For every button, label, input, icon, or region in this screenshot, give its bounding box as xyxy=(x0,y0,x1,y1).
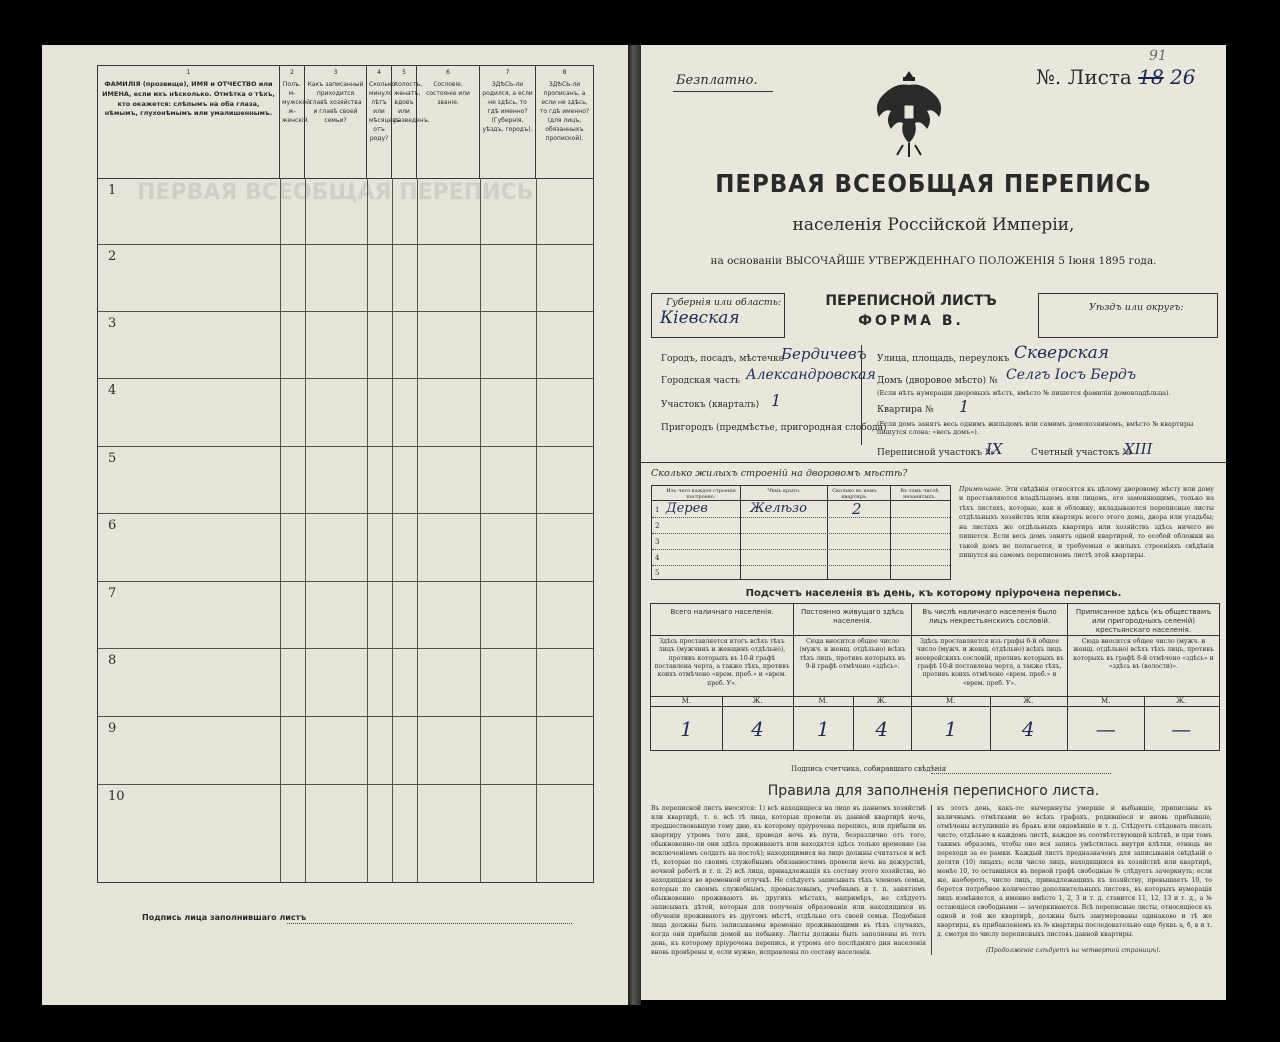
house-label: Домъ (дворовое мѣсто) № xyxy=(877,376,998,386)
signature-line xyxy=(287,923,572,924)
suburb-label: Пригородъ (предмѣстье, пригородная слобода) xyxy=(661,423,887,433)
page-subtitle: населенія Россійской Имперіи, xyxy=(792,215,1075,235)
count-group-non-peasant: Въ числѣ наличнаго населенія было лицъ некрестьянскихъ сословій. Здѣсь проставляется изъ графы 6-й общее число (мужч. и женщ. отдѣльно) всѣхъ лицъ нееврейскихъ сословій, противъ которыхъ въ графѣ 10-й поставлена черта, а также тѣхъ, противъ коихъ отмѣчено «врем. преб.» и «врем. преб. У». М. Ж. 1 4 xyxy=(912,604,1068,750)
precinct-value: 1 xyxy=(771,391,782,410)
sheet-number: №. Листа 18 26 xyxy=(1036,65,1196,89)
count-group-registered: Приписанное здѣсь (къ обществамъ или пригородныхъ селеній) крестьянскаго населенія. Сюда вносится общее число (мужч. и женщ. отдѣльно) всѣхъ тѣхъ лицъ, противъ которыхъ въ графѣ 8-й отмѣчено «здѣсь» и «здѣсь въ (волости)». М. Ж. — — xyxy=(1068,604,1219,750)
city-value: Бердичевъ xyxy=(781,345,867,363)
census-district-label: Переписной участокъ № xyxy=(877,448,994,458)
form-title: ПЕРЕПИСНОЙ ЛИСТЪ ФОРМА В. xyxy=(825,293,997,329)
sheet-pencil-number: 91 xyxy=(1149,48,1167,64)
address-divider xyxy=(861,345,862,445)
left-page xyxy=(42,45,628,1005)
house-value: Селгъ Іосъ Бердъ xyxy=(1006,367,1137,383)
city-part-label: Городская часть xyxy=(661,376,740,386)
buildings-table xyxy=(651,485,951,580)
col-header-6: 6 Сословіе, состояніе или званіе. xyxy=(417,66,480,178)
apartment-note: (Если домъ занятъ весь однимъ жильцомъ или самимъ домохозяиномъ, вмѣсто № квартиры пишутся слова: «весь домъ»). xyxy=(877,420,1194,437)
rules-continued: (Продолженіе слѣдуетъ на четвертой страницѣ). xyxy=(986,947,1161,954)
city-part-value: Александровская xyxy=(746,367,876,383)
count-group-present: Всего наличнаго населенія. Здѣсь проставляется итогъ всѣхъ тѣхъ лицъ (мужчинъ и женщинъ отдѣльно), противъ которыхъ въ 10-й графѣ поставлена черта, а также тѣхъ, противъ коихъ отмѣчено «врем. преб.» и «врем. преб. У». М. Ж. 1 4 xyxy=(651,604,794,750)
apartment-label: Квартира № xyxy=(877,405,934,415)
book-spine xyxy=(628,45,641,1005)
section-rule xyxy=(641,462,1226,463)
city-label: Городъ, посадъ, мѣстечко xyxy=(661,354,785,364)
buildings-row: 5 xyxy=(655,569,660,577)
decree-line: на основаніи ВЫСОЧАЙШЕ УТВЕРЖДЕННАГО ПОЛОЖЕНІЯ 5 Іюня 1895 года. xyxy=(710,255,1157,267)
buildings-header: Изъ чего каждое строеніе построено. Чѣмъ крыто. Сколько въ немъ квартиръ. Въ томъ числѣ незанятыхъ. xyxy=(652,486,950,501)
street-label: Улица, площадь, переулокъ xyxy=(877,354,1010,364)
population-count-table xyxy=(650,603,1220,751)
col-header-2: 2 Полъ. м-мужской. ж-женскій. xyxy=(280,66,305,178)
enumerator-signature-line xyxy=(931,773,1111,774)
col-header-1: 1 ФАМИЛІЯ (прозвище), ИМЯ и ОТЧЕСТВО или ИМЕНА, если ихъ нѣсколько. Отмѣтка о тѣхъ, кто окажется: слѣпымъ на оба глаза, нѣмымъ, глухонѣмымъ или умалишеннымъ. xyxy=(98,66,280,178)
census-table: 1 ФАМИЛІЯ (прозвище), ИМЯ и ОТЧЕСТВО или ИМЕНА, если ихъ нѣсколько. Отмѣтка о тѣхъ, кто окажется: слѣпымъ на оба глаза, нѣмымъ, глухонѣмымъ или умалишеннымъ. 2 Полъ. м-мужской. ж-женскій. 3 Какъ записанный приходится главѣ хозяйства и главѣ своей семьи? 4 Сколько минуло лѣтъ или мѣсяцевъ отъ роду? 5 Холостъ, женатъ, вдовъ или разведенъ. 6 Сословіе, состояніе или званіе. 7 ЗДѢСЬ-ли родился, а если не здѣсь, то гдѣ именно? (Губернія, уѣздъ, городъ). 8 ЗДѢСЬ-ли прописанъ, а если не здѣсь, то гдѣ именно? (для лицъ, обязанныхъ пропиской). 1 2 3 4 5 6 7 8 9 10 xyxy=(97,65,594,883)
apartment-value: 1 xyxy=(959,397,970,416)
double-headed-eagle-icon xyxy=(869,65,949,165)
count-value-f: — xyxy=(1171,717,1192,741)
col-header-8: 8 ЗДѢСЬ-ли прописанъ, а если не здѣсь, то гдѣ именно? (для лицъ, обязанныхъ пропиской). xyxy=(539,69,590,142)
signature-label: Подпись лица заполнившаго листъ xyxy=(142,913,307,922)
count-value-m: 1 xyxy=(944,717,958,741)
rules-column-left: Въ переписной листъ вносятся: 1) всѣ находящіеся на лицо въ данномъ хозяйствѣ или квартирѣ, т. е. всѣ тѣ лица, которыя провели въ данной квартирѣ ночь, предшествовавшую тому дню, къ которому пріурочена перепись, или прибыли въ квартиру утромъ того дня, проведя ночь въ пути, безразлично отъ того, обыкновенно-ли они здѣсь проживаютъ или находятся здѣсь только временно (за исключеніемъ солдатъ на постоѣ); находящимися на лицо должны считаться и всѣ тѣ, которые по своимъ служебнымъ обязанностямъ провели ночь на дежурствѣ, ночной работѣ и т. п. 2) всѣ лица, принадлежащія къ составу этого хозяйства, но находящіяся во временной отлучкѣ. Не слѣдуетъ записывать тѣхъ членовъ семьи, которые по своимъ служебнымъ, промысловымъ, учебнымъ и т. п. занятіямъ обыкновенно проживаютъ въ другихъ мѣстахъ, напримѣръ, не слѣдуетъ записывать дѣтей, которыя для полученія образованія или находящихся въ обученіи проживаютъ въ другомъ мѣстѣ, отдѣльно отъ своей семьи. Подобныя лица должны быть записываемы временно проживающими въ тѣхъ случаяхъ, когда они прибыли домой на побывку. Листы должны быть заполнены въ тотъ день, къ которому пріурочена перепись, и утромъ его послѣдняго дня населенія вновь провѣрены и, если нужно, исправлены по составу населенія. xyxy=(651,805,926,956)
sheet-number-struck: 18 xyxy=(1138,65,1164,89)
col-header-4: 4 Сколько минуло лѣтъ или мѣсяцевъ отъ роду? xyxy=(367,66,392,178)
district-box: Уѣздъ или округъ: xyxy=(1038,293,1218,338)
counter-district-label: Счетный участокъ № xyxy=(1031,448,1131,458)
free-label: Безплатно. xyxy=(676,73,758,88)
bleed-through-text: ПЕРВАЯ ВСЕОБЩАЯ ПЕРЕПИСЬ xyxy=(137,180,534,205)
page-title: ПЕРВАЯ ВСЕОБЩАЯ ПЕРЕПИСЬ xyxy=(715,169,1152,198)
count-title: Подсчетъ населенія въ день, къ которому пріурочена перепись. xyxy=(745,588,1122,599)
rules-divider xyxy=(931,805,932,955)
buildings-row: 1 Дерев Желѣзо 2 xyxy=(652,502,950,518)
buildings-question: Сколько жилыхъ строеній на дворовомъ мѣстѣ? xyxy=(651,468,908,479)
count-value-m: 1 xyxy=(680,717,693,741)
rules-column-right: въ этотъ день, какъ-то: вычеркнуты умершіе и выбывшіе, приписаны къ наличнымъ отмѣтками во всѣхъ графахъ, родившіеся и вновь прибывшіе, отмѣчены вступившіе въ бракъ или овдовѣвшіе и т. д. Слѣдуетъ слѣдовать писать чисто, отдѣльно в каждомъ листѣ, каждое въ соотвѣтствующей клѣткѣ, и при томъ такимъ образомъ, чтобы оно вся запись умѣстилась внутри клѣтки, отнюдь не переходя за ее рамки. Каждый листъ предназначенъ для записыванія свѣдѣній о десяти (10) лицахъ; если число лицъ, находящихся въ хозяйствѣ или квартирѣ, менѣе 10, то оставшіяся въ первой графѣ свободные № слѣдуетъ зачеркнуть; если же, наоборотъ, число лицъ, принадлежащихъ къ хозяйству, превышаетъ 10, то берется потребное количество дополнительныхъ листовъ, въ которыхъ нумерація лицъ измѣняется, а именно вмѣсто 1, 2, 3 и т. д. ставится 11, 12, 13 и т. д., а № остающіеся свободными — зачеркиваются. Всѣ переписные листы, относящіеся къ одной и той же квартирѣ, должны быть занумерованы одинаково и тѣ же квартиры, къ прибавленіемъ къ № квартиры последовательно еще буквъ а, б, в и т. д. смотря по числу переписныхъ листовъ данной квартиры. xyxy=(937,805,1212,938)
note-block: Примѣчаніе. Эти свѣдѣнія относятся къ цѣлому дворовому мѣсту или дому и проставляются владѣльцемъ или лицомъ, его заменяющимъ, только на тѣхъ листахъ, которые, как и обложку, вкладываются переписные листы отдѣльныхъ хозяйствъ или квартиръ всего этого дома, двора или усадьбы; на листахъ же отдѣльныхъ квартиръ или хозяйствъ здѣсь ничего не пишется. Если весь домъ занятъ одной квартирой, то особой обложки на такой домъ не полагается, и требуемыя о жилыхъ строеніяхъ свѣдѣнія пишутся на самомъ переписномъ листѣ этой квартиры. xyxy=(959,486,1214,560)
enumerator-signature-label: Подпись счетчика, собиравшаго свѣдѣнія xyxy=(791,765,947,773)
street-value: Скверская xyxy=(1014,343,1110,363)
sheet-number-value: 26 xyxy=(1170,65,1196,89)
buildings-row: 3 xyxy=(652,535,950,550)
province-value: Кіевская xyxy=(660,308,740,328)
count-value-f: 4 xyxy=(875,717,889,741)
precinct-label: Участокъ (кварталъ) xyxy=(661,400,760,410)
buildings-row: 2 xyxy=(652,519,950,534)
count-group-permanent: Постоянно живущаго здѣсь населенія. Сюда вносится общее число (мужч. и женщ. отдѣльно) всѣхъ тѣхъ лицъ, противъ которыхъ въ 9-й графѣ отмѣчено «здѣсь». М. Ж. 1 4 xyxy=(794,604,912,750)
rules-title: Правила для заполненія переписного листа. xyxy=(767,783,1100,799)
count-value-f: 4 xyxy=(1021,717,1035,741)
counter-district-value: XIII xyxy=(1124,440,1153,458)
count-value-m: — xyxy=(1095,717,1116,741)
right-page xyxy=(641,45,1226,1000)
house-note: (Если нѣтъ нумераціи дворовыхъ мѣстъ, вмѣсто № пишется фамилія домовладѣльца). xyxy=(877,389,1171,397)
col-header-7: 7 ЗДѢСЬ-ли родился, а если не здѣсь, то гдѣ именно? (Губернія, уѣздъ, городъ). xyxy=(480,66,536,178)
count-value-f: 4 xyxy=(751,717,764,741)
census-district-value: IX xyxy=(986,440,1003,458)
col-header-5: 5 Холостъ, женатъ, вдовъ или разведенъ. xyxy=(392,66,417,178)
buildings-row: 4 xyxy=(652,551,950,566)
province-box: Губернія или область: Кіевская xyxy=(651,293,785,338)
free-rule xyxy=(673,91,773,92)
count-value-m: 1 xyxy=(816,717,830,741)
col-header-3: 3 Какъ записанный приходится главѣ хозяйства и главѣ своей семьи? xyxy=(305,66,367,178)
